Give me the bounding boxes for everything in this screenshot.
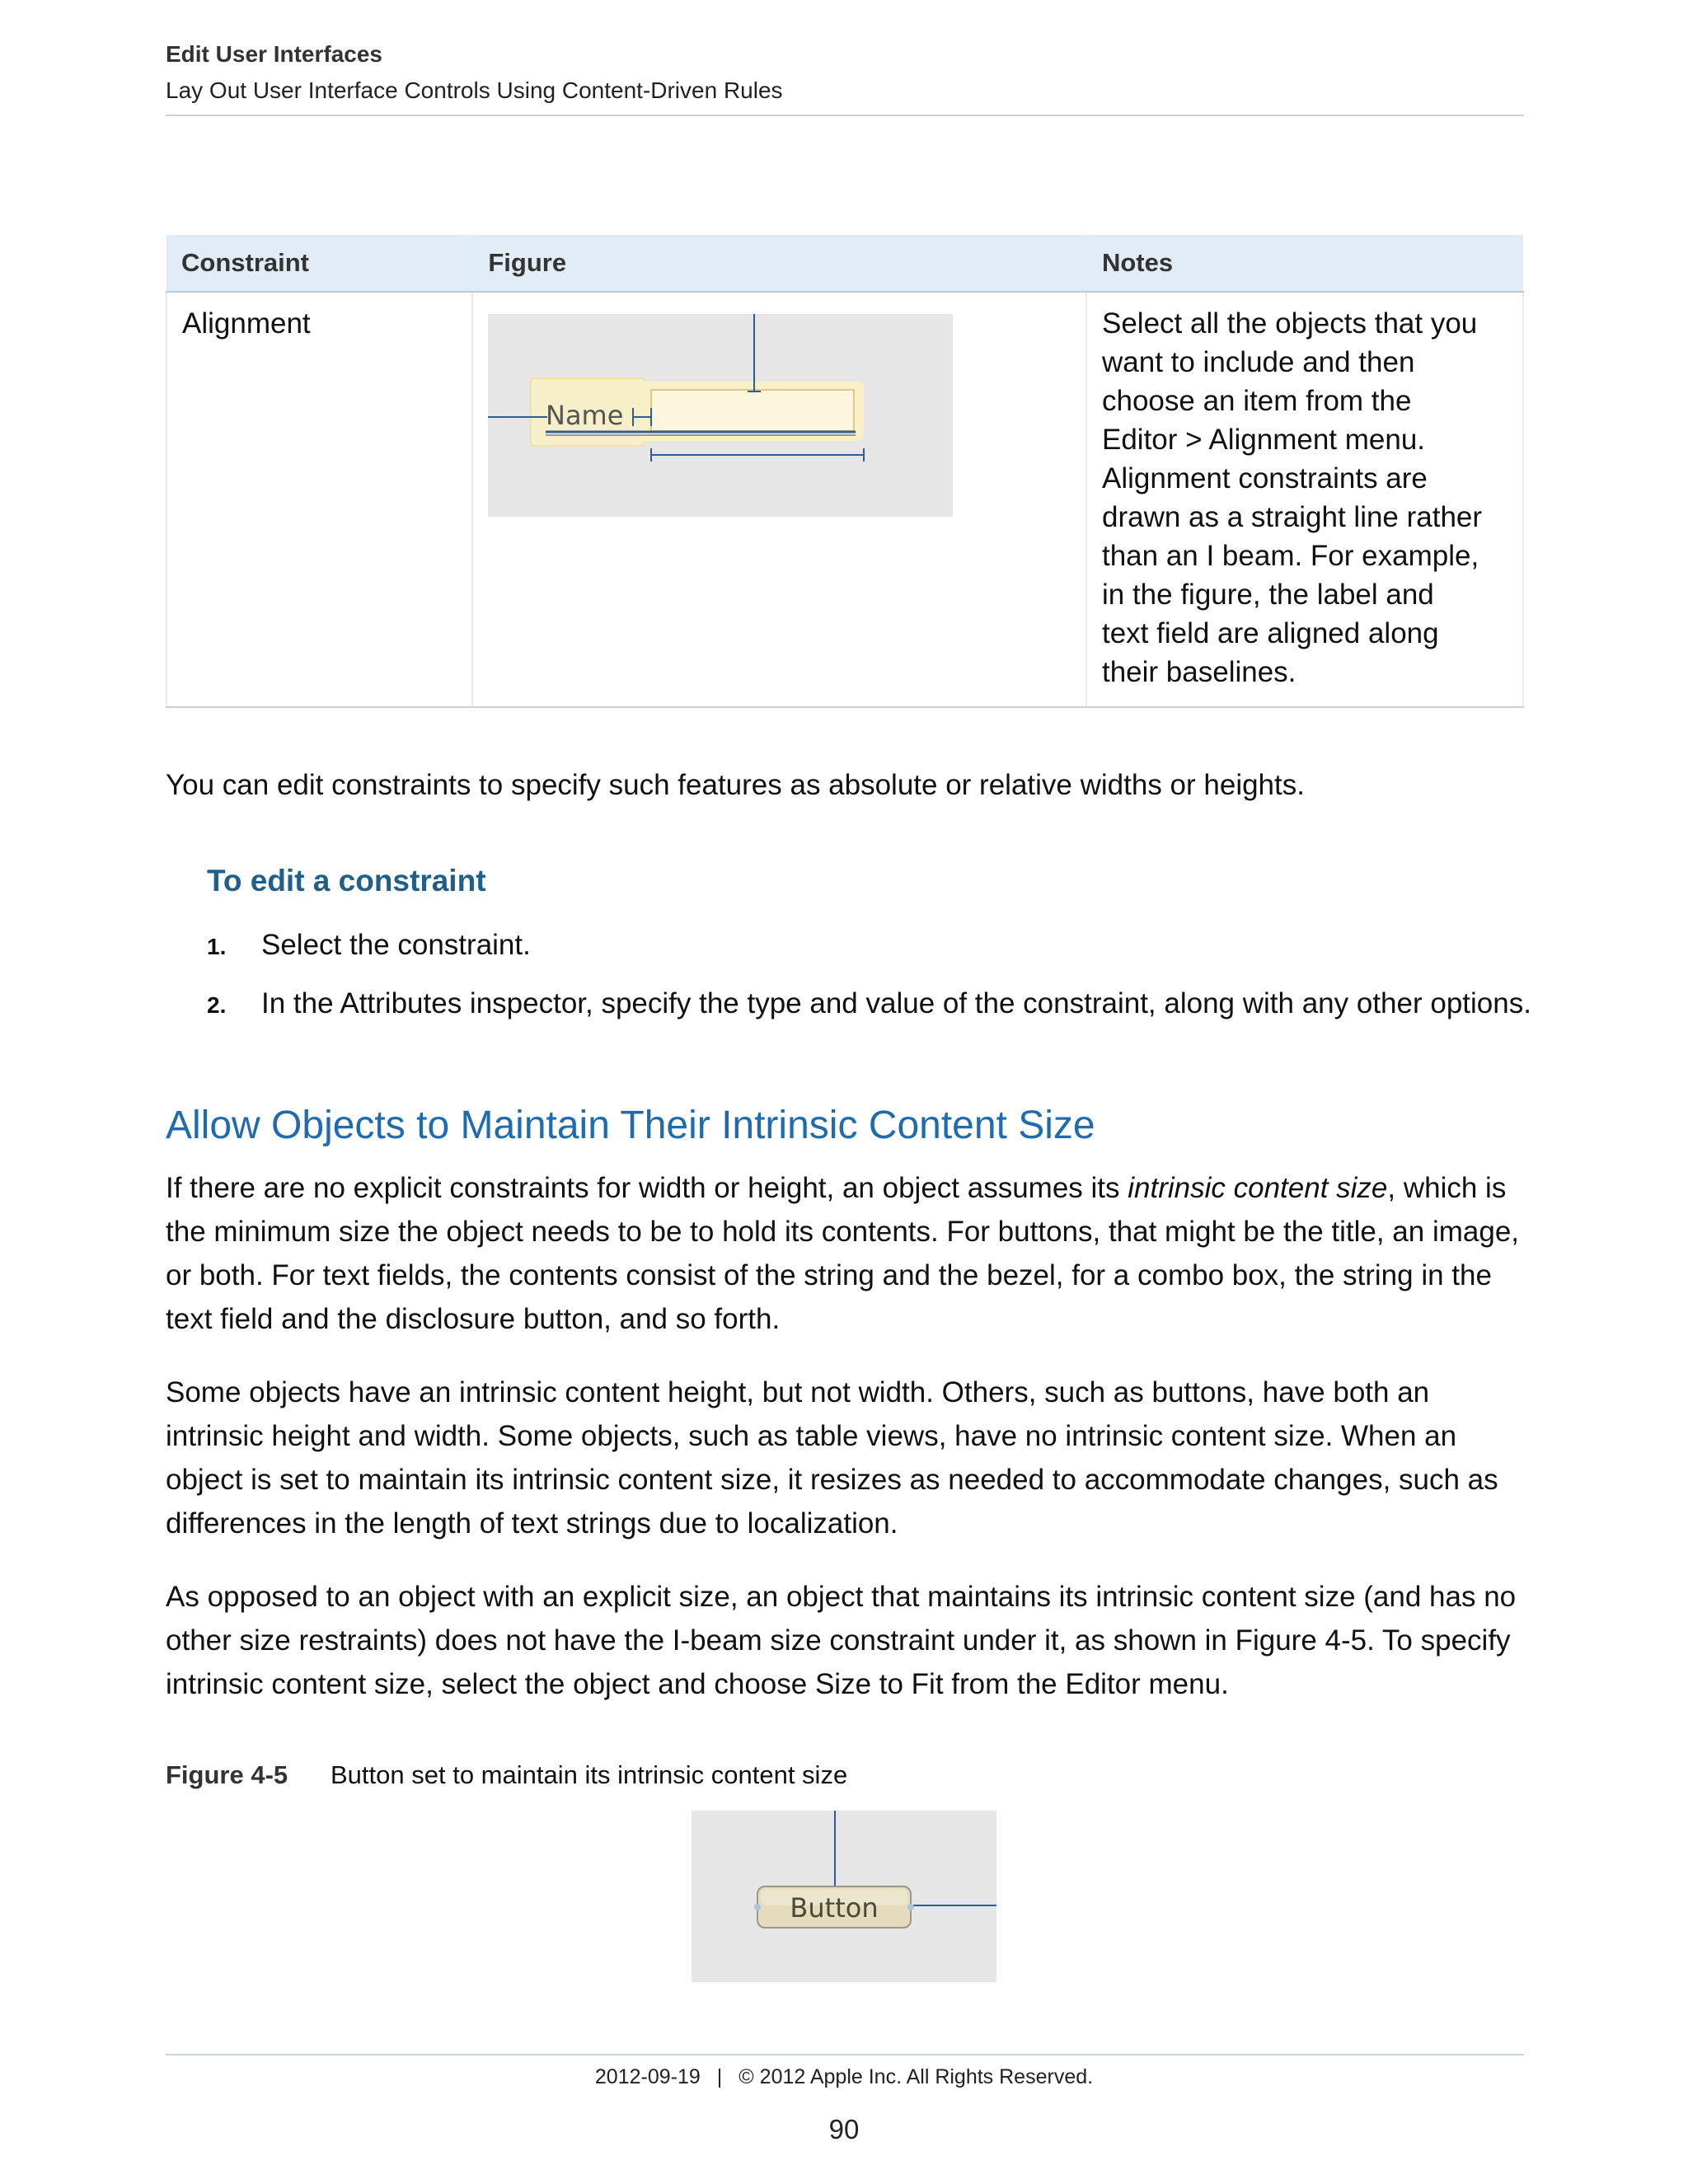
section-paragraph-3: As opposed to an object with an explicit size, an object that maintains its intrinsic content size (and has no other size restraints) does not have the I-beam size constraint under it, as shown in Figure 4-5. To specify intrinsic content size, select the object and choose Size to Fit from the Editor menu. <box>166 1581 1517 1700</box>
emphasized-term: intrinsic content size <box>1128 1172 1388 1204</box>
running-header <box>166 38 1524 107</box>
chapter-title: Edit User Interfaces <box>166 41 382 67</box>
notes-line: text field are aligned along <box>1101 617 1439 649</box>
resize-handle-right <box>907 1904 914 1910</box>
notes-line: than an I beam. For example, <box>1101 540 1479 572</box>
notes-line: choose an item from the <box>1101 385 1412 417</box>
table-header-row <box>166 235 1523 292</box>
paragraph-text: , which is the minimum size the object needs to be to hold its contents. For buttons, that might be the title, an image, or both. For text fields, the contents consist of the string and the bezel, for a combo box, the string in the text field and the disclosure button, and so forth. <box>166 1172 1520 1335</box>
section-paragraph-2: Some objects have an intrinsic content height, but not width. Others, such as buttons, have both an intrinsic height and width. Some objects, such as table views, have no intrinsic content size. When an object is set to maintain its intrinsic content size, it resizes as needed to accommodate changes, such as differences in the length of text strings due to localization. <box>166 1376 1498 1540</box>
footer-separator: | <box>716 2065 723 2088</box>
step-text: Select the constraint. <box>261 929 531 961</box>
column-header-notes: Notes <box>1086 235 1523 292</box>
page-footer <box>0 2065 1688 2089</box>
footer-copyright: © 2012 Apple Inc. All Rights Reserved. <box>738 2065 1094 2088</box>
step-number: 2. <box>207 992 227 1018</box>
page-number: 90 <box>828 2114 860 2144</box>
name-label: Name <box>546 400 624 431</box>
column-header-figure: Figure <box>472 235 1086 292</box>
paragraph-text: If there are no explicit constraints for width or height, an object assumes its <box>166 1172 1128 1204</box>
button-label: Button <box>790 1892 879 1924</box>
footer-date: 2012-09-19 <box>594 2065 701 2088</box>
notes-cell <box>1086 292 1523 707</box>
section-subtitle: Lay Out User Interface Controls Using Content-Driven Rules <box>166 77 783 103</box>
step-number: 1. <box>207 934 227 959</box>
alignment-figure <box>488 314 953 517</box>
step-item <box>207 984 1531 1025</box>
section-heading: Allow Objects to Maintain Their Intrinsic Content Size <box>166 1104 1095 1147</box>
constraint-table <box>166 235 1524 708</box>
intro-paragraph: You can edit constraints to specify such features as absolute or relative widths or heights. <box>166 769 1305 801</box>
figure-label: Figure 4-5 <box>166 1760 288 1789</box>
notes-line: Editor > Alignment menu. <box>1101 424 1426 456</box>
notes-line: want to include and then <box>1101 346 1415 378</box>
figure-cell <box>472 292 1086 707</box>
table-row <box>166 292 1523 707</box>
resize-handle-left <box>754 1904 761 1910</box>
notes-line: their baselines. <box>1101 656 1296 688</box>
text-field <box>651 390 854 431</box>
notes-line: Select all the objects that you <box>1101 307 1478 340</box>
step-item <box>207 926 531 967</box>
notes-line: in the figure, the label and <box>1101 579 1434 611</box>
figure-caption-text: Button set to maintain its intrinsic content size <box>331 1760 848 1789</box>
step-text: In the Attributes inspector, specify the type and value of the constraint, along with any other options. <box>261 987 1531 1019</box>
header-rule <box>166 115 1524 116</box>
notes-line: Alignment constraints are <box>1101 462 1428 494</box>
section-paragraph-1 <box>166 1166 1526 1341</box>
column-header-constraint: Constraint <box>166 235 472 292</box>
button-figure <box>692 1811 996 1982</box>
footer-rule <box>166 2054 1524 2055</box>
constraint-cell: Alignment <box>166 292 472 707</box>
steps-heading: To edit a constraint <box>207 864 486 898</box>
notes-line: drawn as a straight line rather <box>1101 501 1483 533</box>
figure-caption <box>166 1760 847 1790</box>
